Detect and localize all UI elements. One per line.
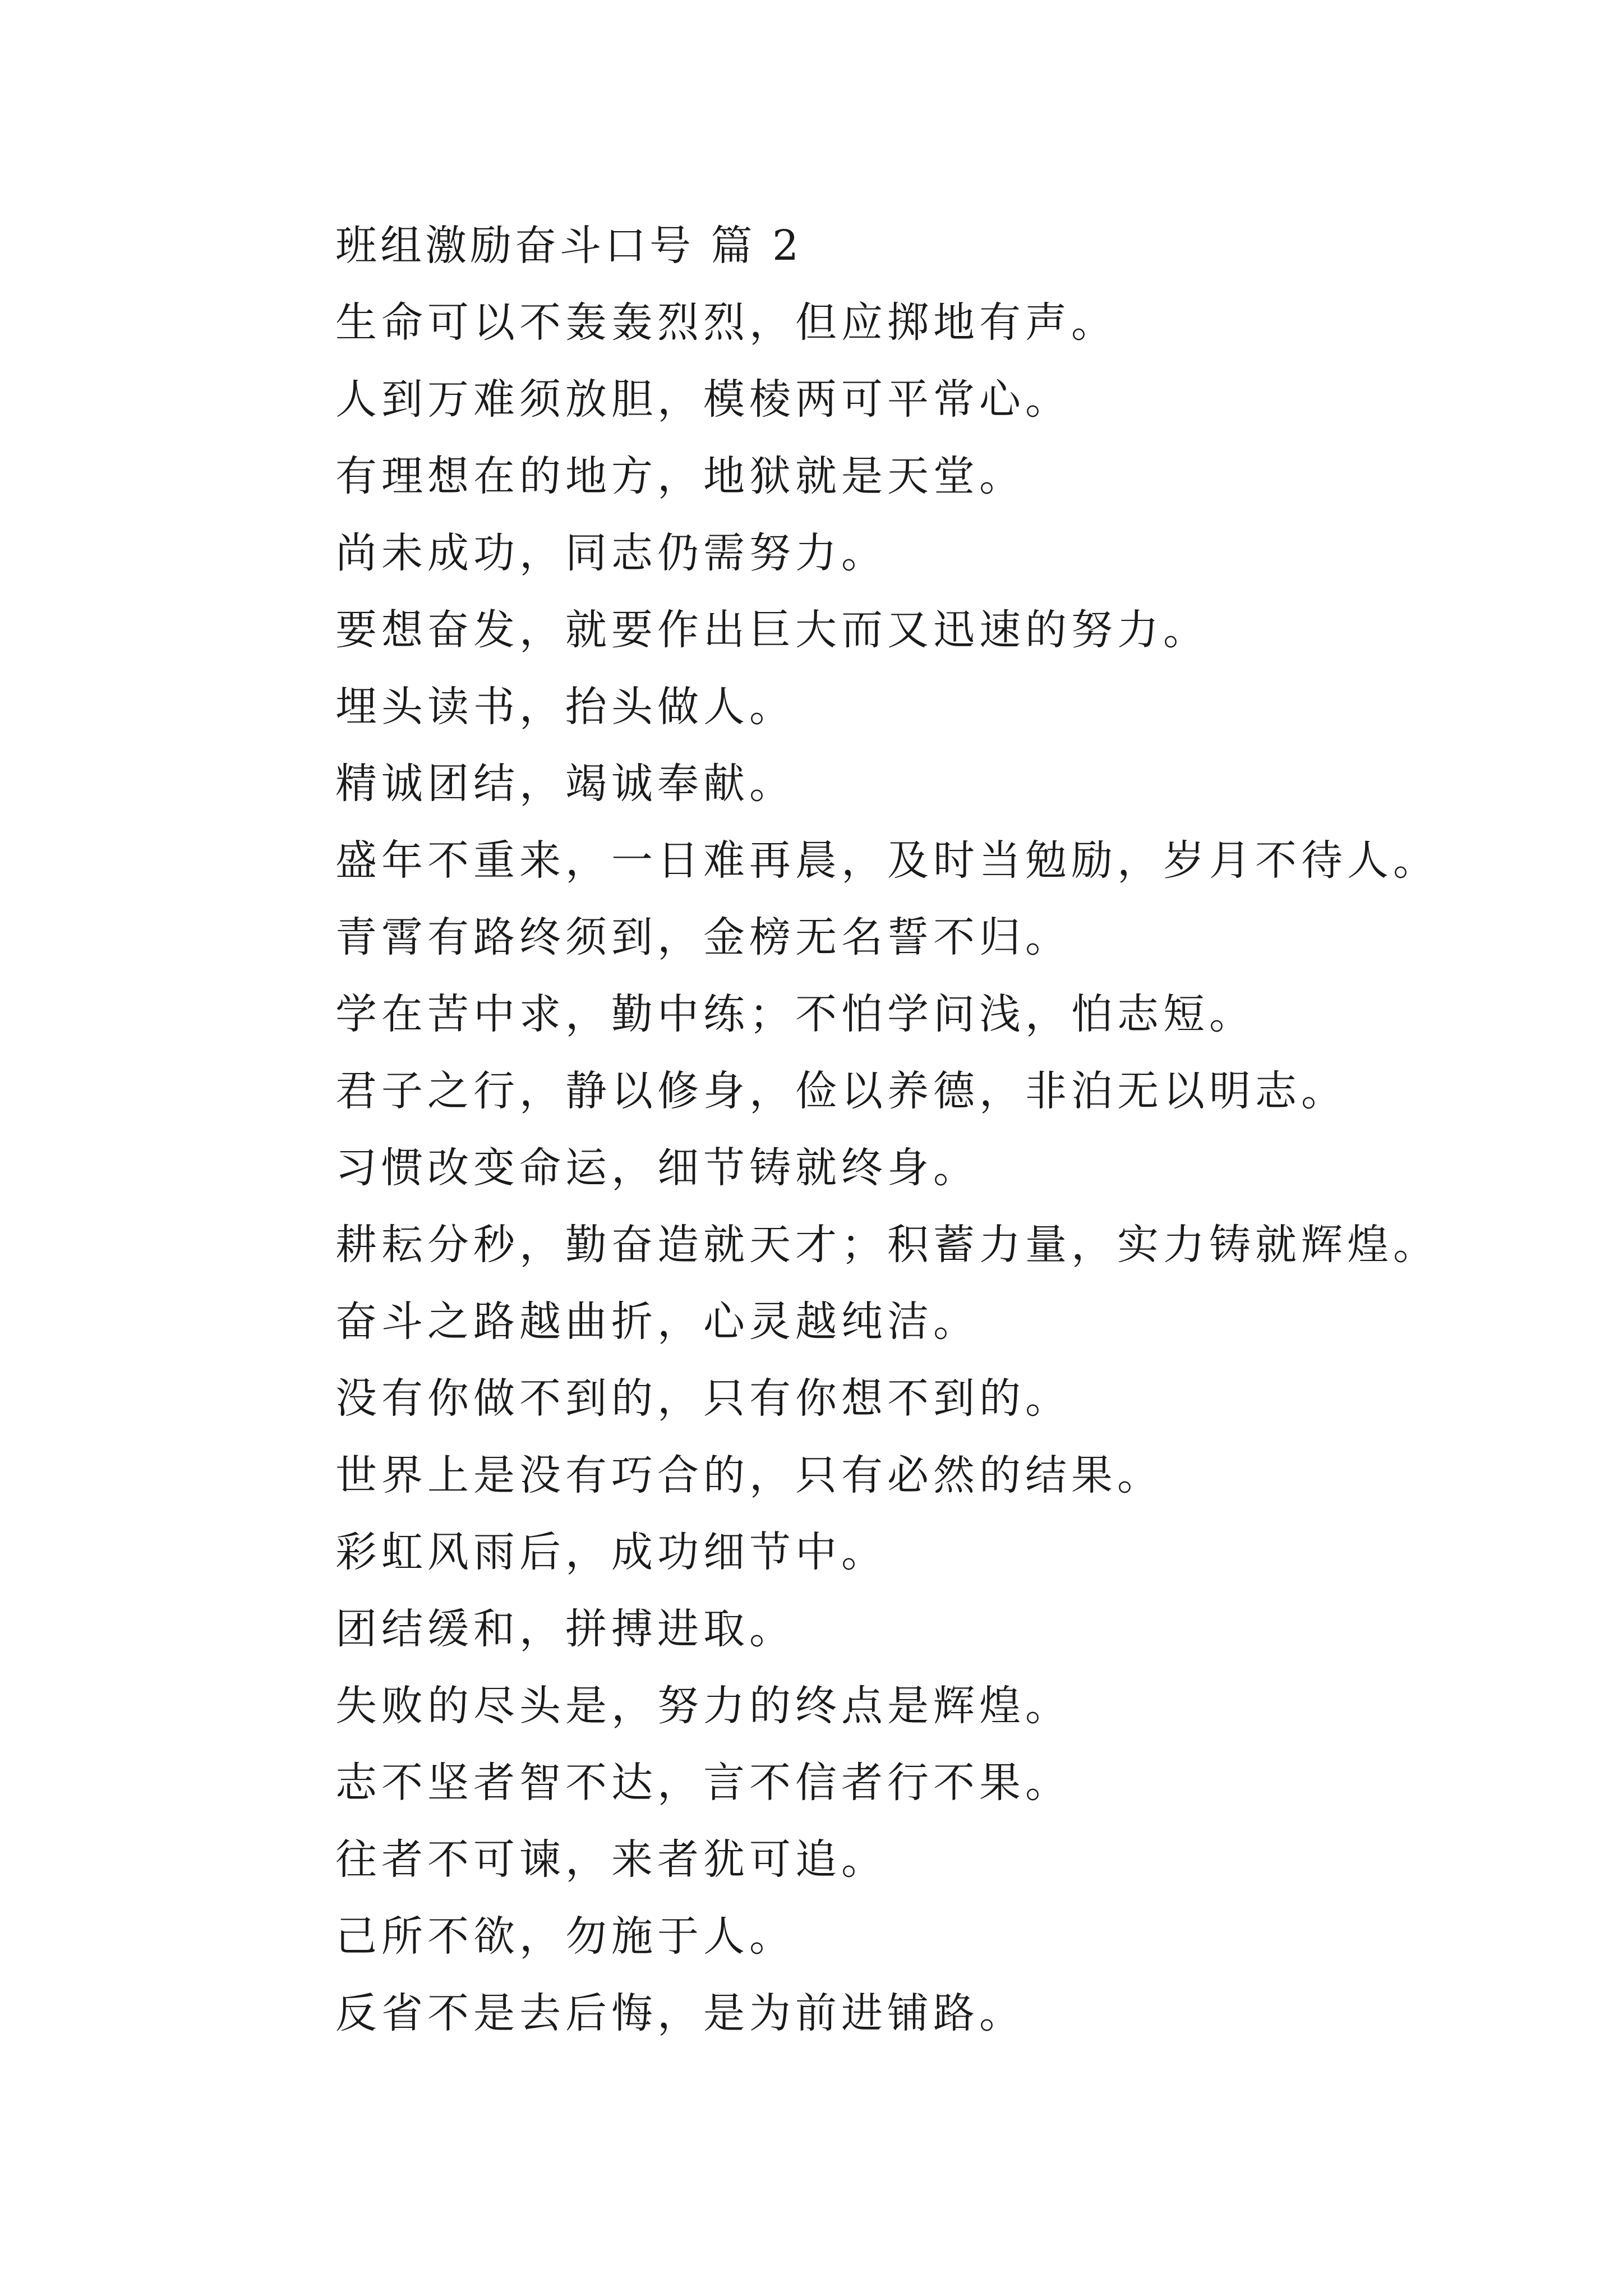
slogan-line: 往者不可谏，来者犹可追。 <box>335 1835 887 1884</box>
slogan-line: 反省不是去后悔，是为前进铺路。 <box>335 1989 1025 2037</box>
slogan-line: 彩虹风雨后，成功细节中。 <box>335 1528 887 1576</box>
slogan-line: 没有你做不到的，只有你想不到的。 <box>335 1374 1071 1423</box>
slogan-line: 埋头读书，抬头做人。 <box>335 683 795 731</box>
slogan-line: 奋斗之路越曲折，心灵越纯洁。 <box>335 1297 979 1346</box>
slogan-line: 耕耘分秒，勤奋造就天才；积蓄力量，实力铸就辉煌。 <box>335 1221 1439 1269</box>
slogan-line: 尚未成功，同志仍需努力。 <box>335 529 887 577</box>
document-body <box>335 208 1513 2052</box>
slogan-line: 要想奋发，就要作出巨大而又迅速的努力。 <box>335 606 1209 654</box>
slogan-line: 君子之行，静以修身，俭以养德，非泊无以明志。 <box>335 1067 1347 1115</box>
slogan-line: 精诚团结，竭诚奉献。 <box>335 760 795 808</box>
slogan-line: 人到万难须放胆，模棱两可平常心。 <box>335 375 1071 424</box>
slogan-line: 己所不欲，勿施于人。 <box>335 1912 795 1961</box>
slogan-line: 习惯改变命运，细节铸就终身。 <box>335 1144 979 1192</box>
slogan-line: 世界上是没有巧合的，只有必然的结果。 <box>335 1451 1163 1499</box>
slogan-line: 团结缓和，拼搏进取。 <box>335 1605 795 1653</box>
slogan-line: 学在苦中求，勤中练；不怕学问浅，怕志短。 <box>335 990 1255 1038</box>
slogan-line: 生命可以不轰轰烈烈，但应掷地有声。 <box>335 298 1117 347</box>
document-title: 班组激励奋斗口号 篇 2 <box>335 222 803 270</box>
slogan-line: 失败的尽头是，努力的终点是辉煌。 <box>335 1682 1071 1730</box>
slogan-line: 盛年不重来，一日难再晨，及时当勉励，岁月不待人。 <box>335 836 1439 885</box>
slogan-line: 有理想在的地方，地狱就是天堂。 <box>335 452 1025 500</box>
slogan-line: 青霄有路终须到，金榜无名誓不归。 <box>335 913 1071 961</box>
slogan-line: 志不坚者智不达，言不信者行不果。 <box>335 1759 1071 1807</box>
